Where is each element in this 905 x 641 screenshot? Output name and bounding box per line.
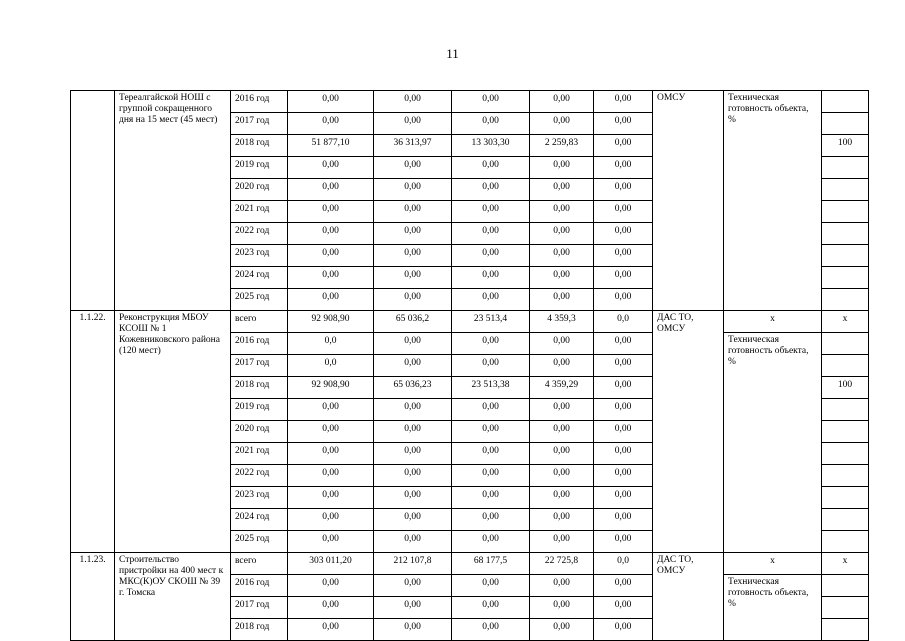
period-cell: всего [231, 553, 288, 575]
value-cell: 4 359,29 [530, 377, 594, 399]
period-cell: 2019 год [231, 399, 288, 421]
value-cell: 0,00 [452, 245, 530, 267]
target-total: х [822, 553, 869, 575]
value-cell: 0,00 [594, 267, 653, 289]
value-cell: 0,00 [374, 509, 452, 531]
target-value [822, 531, 869, 553]
value-cell: 0,00 [374, 223, 452, 245]
value-cell: 4 359,3 [530, 311, 594, 333]
target-value [822, 179, 869, 201]
value-cell: 0,00 [594, 179, 653, 201]
value-cell: 0,00 [530, 355, 594, 377]
value-cell: 0,00 [452, 531, 530, 553]
indicator-name: Техническая готовность объекта, % [724, 333, 822, 553]
value-cell: 0,00 [452, 179, 530, 201]
value-cell: 0,00 [288, 223, 374, 245]
target-total: х [822, 311, 869, 333]
value-cell: 0,00 [288, 91, 374, 113]
period-cell: 2018 год [231, 619, 288, 641]
indicator-name: Техническая готовность объекта, % [724, 91, 822, 311]
value-cell: 0,00 [452, 421, 530, 443]
executor: ДАС ТО, ОМСУ [653, 311, 724, 553]
target-value [822, 421, 869, 443]
target-value [822, 619, 869, 641]
value-cell: 0,00 [288, 179, 374, 201]
row-number: 1.1.23. [71, 553, 115, 641]
period-cell: 2016 год [231, 575, 288, 597]
value-cell: 0,00 [594, 531, 653, 553]
value-cell: 51 877,10 [288, 135, 374, 157]
period-cell: 2024 год [231, 509, 288, 531]
value-cell: 0,00 [594, 597, 653, 619]
period-cell: 2020 год [231, 421, 288, 443]
value-cell: 0,0 [594, 311, 653, 333]
value-cell: 0,00 [594, 355, 653, 377]
value-cell: 22 725,8 [530, 553, 594, 575]
target-value [822, 399, 869, 421]
period-cell: 2017 год [231, 355, 288, 377]
target-value [822, 487, 869, 509]
indicator-total: х [724, 311, 822, 333]
value-cell: 0,00 [530, 223, 594, 245]
period-cell: 2018 год [231, 377, 288, 399]
value-cell: 0,00 [452, 223, 530, 245]
value-cell: 0,00 [288, 245, 374, 267]
target-value [822, 597, 869, 619]
value-cell: 0,00 [374, 355, 452, 377]
value-cell: 0,00 [288, 465, 374, 487]
value-cell: 0,00 [530, 333, 594, 355]
target-value [822, 289, 869, 311]
period-cell: 2019 год [231, 157, 288, 179]
period-cell: 2018 год [231, 135, 288, 157]
value-cell: 0,00 [288, 443, 374, 465]
value-cell: 0,00 [288, 157, 374, 179]
value-cell: 0,00 [594, 201, 653, 223]
value-cell: 13 303,30 [452, 135, 530, 157]
value-cell: 0,00 [374, 179, 452, 201]
value-cell: 0,00 [594, 465, 653, 487]
value-cell: 0,00 [530, 201, 594, 223]
value-cell: 0,00 [530, 597, 594, 619]
value-cell: 23 513,4 [452, 311, 530, 333]
value-cell: 65 036,2 [374, 311, 452, 333]
budget-table [70, 90, 869, 641]
value-cell: 0,00 [594, 245, 653, 267]
value-cell: 0,00 [594, 157, 653, 179]
value-cell: 0,00 [452, 267, 530, 289]
value-cell: 0,0 [594, 553, 653, 575]
executor: ОМСУ [653, 91, 724, 311]
period-cell: 2016 год [231, 333, 288, 355]
object-name: Реконструкция МБОУ КСОШ № 1 Кожевниковского района (120 мест) [115, 311, 231, 553]
target-value [822, 575, 869, 597]
value-cell: 0,00 [452, 597, 530, 619]
target-value [822, 443, 869, 465]
value-cell: 0,00 [374, 201, 452, 223]
value-cell: 0,00 [374, 157, 452, 179]
value-cell: 0,00 [530, 157, 594, 179]
value-cell: 0,00 [530, 267, 594, 289]
executor: ДАС ТО, ОМСУ [653, 553, 724, 641]
period-cell: 2023 год [231, 487, 288, 509]
indicator-total: х [724, 553, 822, 575]
value-cell: 0,00 [530, 465, 594, 487]
value-cell: 0,00 [288, 509, 374, 531]
value-cell: 0,00 [288, 597, 374, 619]
value-cell: 0,00 [530, 443, 594, 465]
value-cell: 0,00 [452, 487, 530, 509]
value-cell: 0,00 [452, 355, 530, 377]
value-cell: 0,00 [594, 333, 653, 355]
page-number: 11 [446, 46, 459, 61]
indicator-name: Техническая готовность объекта, % [724, 575, 822, 641]
value-cell: 0,00 [288, 289, 374, 311]
target-value [822, 267, 869, 289]
period-cell: 2020 год [231, 179, 288, 201]
value-cell: 0,00 [452, 465, 530, 487]
value-cell: 0,0 [288, 333, 374, 355]
value-cell: 2 259,83 [530, 135, 594, 157]
row-number: 1.1.22. [71, 311, 115, 553]
period-cell: 2022 год [231, 223, 288, 245]
target-value [822, 245, 869, 267]
value-cell: 0,00 [374, 267, 452, 289]
target-value [822, 465, 869, 487]
value-cell: 36 313,97 [374, 135, 452, 157]
target-value [822, 157, 869, 179]
value-cell: 0,00 [452, 157, 530, 179]
value-cell: 0,00 [288, 619, 374, 641]
value-cell: 0,00 [374, 619, 452, 641]
value-cell: 0,00 [530, 179, 594, 201]
value-cell: 0,00 [374, 289, 452, 311]
value-cell: 0,00 [530, 113, 594, 135]
object-name: Тереалгайской НОШ с группой сокращенного дня на 15 мест (45 мест) [115, 91, 231, 311]
value-cell: 0,00 [374, 465, 452, 487]
table-row [71, 311, 869, 333]
value-cell: 0,00 [594, 91, 653, 113]
value-cell: 0,00 [452, 443, 530, 465]
value-cell: 0,00 [530, 531, 594, 553]
value-cell: 92 908,90 [288, 311, 374, 333]
period-cell: 2017 год [231, 597, 288, 619]
value-cell: 0,00 [452, 575, 530, 597]
value-cell: 0,00 [288, 113, 374, 135]
value-cell: 0,00 [452, 201, 530, 223]
value-cell: 0,00 [374, 575, 452, 597]
value-cell: 0,00 [594, 619, 653, 641]
value-cell: 0,00 [594, 135, 653, 157]
value-cell: 0,00 [594, 443, 653, 465]
value-cell: 0,00 [288, 575, 374, 597]
value-cell: 212 107,8 [374, 553, 452, 575]
value-cell: 65 036,23 [374, 377, 452, 399]
target-value [822, 91, 869, 113]
value-cell: 0,00 [594, 289, 653, 311]
value-cell: 0,00 [452, 509, 530, 531]
period-cell: 2025 год [231, 531, 288, 553]
value-cell: 0,00 [530, 91, 594, 113]
value-cell: 0,00 [594, 399, 653, 421]
period-cell: 2021 год [231, 201, 288, 223]
value-cell: 0,00 [530, 575, 594, 597]
value-cell: 0,00 [594, 575, 653, 597]
period-cell: 2022 год [231, 465, 288, 487]
period-cell: 2021 год [231, 443, 288, 465]
target-value [822, 223, 869, 245]
value-cell: 0,00 [594, 223, 653, 245]
value-cell: 0,00 [374, 531, 452, 553]
value-cell: 0,00 [530, 289, 594, 311]
value-cell: 0,00 [374, 91, 452, 113]
value-cell: 0,00 [530, 509, 594, 531]
target-value [822, 355, 869, 377]
value-cell: 0,00 [530, 245, 594, 267]
value-cell: 0,00 [288, 531, 374, 553]
value-cell: 0,00 [530, 421, 594, 443]
value-cell: 0,00 [530, 399, 594, 421]
value-cell: 0,00 [288, 399, 374, 421]
table-row [71, 553, 869, 575]
value-cell: 0,00 [530, 619, 594, 641]
object-name: Строительство пристройки на 400 мест к МКС(К)ОУ СКОШ № 39 г. Томска [115, 553, 231, 641]
value-cell: 0,00 [594, 113, 653, 135]
value-cell: 0,00 [452, 333, 530, 355]
value-cell: 0,00 [288, 421, 374, 443]
value-cell: 0,00 [374, 113, 452, 135]
value-cell: 0,00 [374, 487, 452, 509]
value-cell: 0,00 [452, 619, 530, 641]
value-cell: 303 011,20 [288, 553, 374, 575]
value-cell: 0,00 [594, 509, 653, 531]
value-cell: 0,00 [452, 289, 530, 311]
value-cell: 0,00 [288, 487, 374, 509]
target-value [822, 201, 869, 223]
value-cell: 0,00 [452, 399, 530, 421]
value-cell: 68 177,5 [452, 553, 530, 575]
value-cell: 0,00 [374, 333, 452, 355]
period-cell: 2023 год [231, 245, 288, 267]
value-cell: 0,00 [452, 113, 530, 135]
period-cell: 2025 год [231, 289, 288, 311]
target-value [822, 509, 869, 531]
table-row [71, 91, 869, 113]
value-cell: 0,00 [374, 245, 452, 267]
period-cell: 2024 год [231, 267, 288, 289]
value-cell: 0,00 [288, 201, 374, 223]
value-cell: 0,00 [530, 487, 594, 509]
period-cell: 2016 год [231, 91, 288, 113]
value-cell: 0,00 [374, 443, 452, 465]
value-cell: 0,00 [594, 487, 653, 509]
value-cell: 0,00 [594, 377, 653, 399]
value-cell: 0,00 [374, 421, 452, 443]
row-number [71, 91, 115, 311]
period-cell: 2017 год [231, 113, 288, 135]
target-value: 100 [822, 135, 869, 157]
target-value [822, 113, 869, 135]
period-cell: всего [231, 311, 288, 333]
target-value: 100 [822, 377, 869, 399]
value-cell: 0,00 [288, 267, 374, 289]
value-cell: 23 513,38 [452, 377, 530, 399]
value-cell: 0,00 [374, 597, 452, 619]
value-cell: 0,00 [594, 421, 653, 443]
value-cell: 0,00 [452, 91, 530, 113]
target-value [822, 333, 869, 355]
value-cell: 0,0 [288, 355, 374, 377]
value-cell: 0,00 [374, 399, 452, 421]
value-cell: 92 908,90 [288, 377, 374, 399]
